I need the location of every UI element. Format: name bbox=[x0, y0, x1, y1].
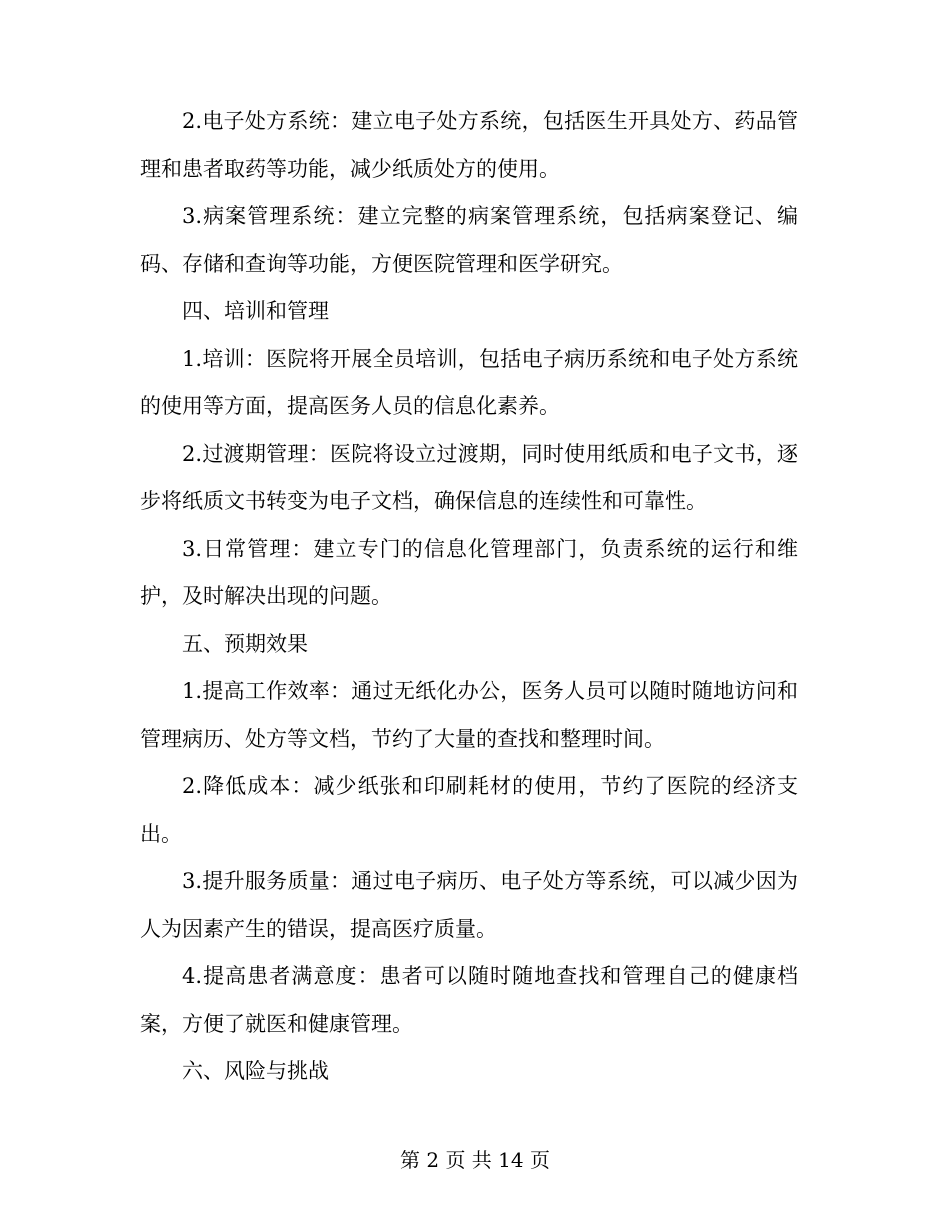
paragraph-electronic-prescription: 2.电子处方系统：建立电子处方系统，包括医生开具处方、药品管理和患者取药等功能，减少纸质处方的使用。 bbox=[140, 109, 798, 181]
section-heading-expected-effects: 五、预期效果 bbox=[182, 631, 308, 656]
section-heading-risks: 六、风险与挑战 bbox=[182, 1059, 329, 1083]
page-number-footer: 第 2 页 共 14 页 bbox=[400, 1148, 550, 1172]
paragraph-daily-management: 3.日常管理：建立专门的信息化管理部门，负责系统的运行和维护，及时解决出现的问题。 bbox=[140, 536, 798, 608]
section-heading-training: 四、培训和管理 bbox=[182, 299, 329, 323]
document-body bbox=[140, 98, 798, 1096]
paragraph-patient-satisfaction: 4.提高患者满意度：患者可以随时随地查找和管理自己的健康档案，方便了就医和健康管理。 bbox=[140, 964, 798, 1036]
paragraph-efficiency: 1.提高工作效率：通过无纸化办公，医务人员可以随时随地访问和管理病历、处方等文档，节约了大量的查找和整理时间。 bbox=[140, 679, 798, 751]
paragraph-service-quality: 3.提升服务质量：通过电子病历、电子处方等系统，可以减少因为人为因素产生的错误，提高医疗质量。 bbox=[140, 869, 798, 941]
paragraph-transition-management: 2.过渡期管理：医院将设立过渡期，同时使用纸质和电子文书，逐步将纸质文书转变为电子文档，确保信息的连续性和可靠性。 bbox=[140, 441, 798, 513]
paragraph-medical-record-system: 3.病案管理系统：建立完整的病案管理系统，包括病案登记、编码、存储和查询等功能，方便医院管理和医学研究。 bbox=[140, 204, 798, 276]
paragraph-training: 1.培训：医院将开展全员培训，包括电子病历系统和电子处方系统的使用等方面，提高医务人员的信息化素养。 bbox=[140, 346, 798, 418]
paragraph-cost-reduction: 2.降低成本：减少纸张和印刷耗材的使用，节约了医院的经济支出。 bbox=[140, 774, 798, 846]
